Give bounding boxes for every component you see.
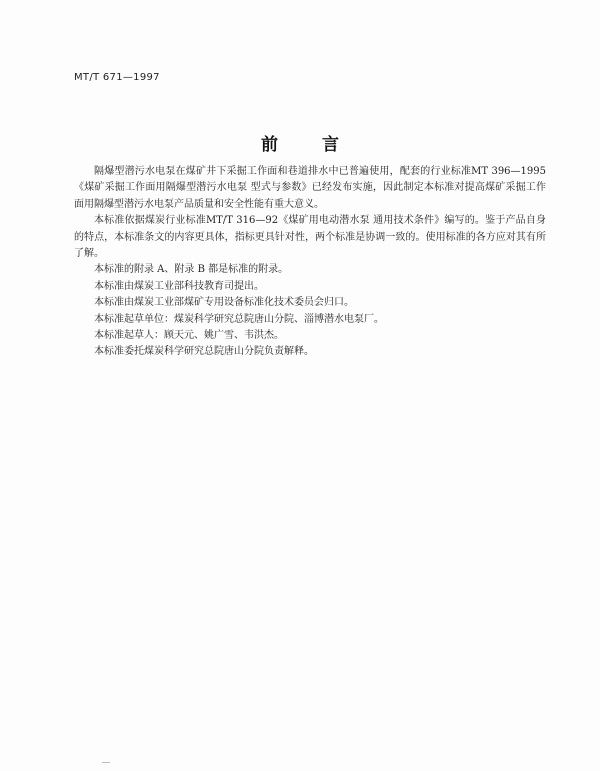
title-char-2: 言: [322, 135, 339, 155]
standard-code: MT/T 671—1997: [74, 72, 160, 83]
paragraph-basis: 本标准依据煤炭行业标准MT/T 316—92《煤矿用电动潜水泵 通用技术条件》编写的。鉴于产品自身的特点，本标准条文的内容更具体，指标更具针对性，两个标准是协调一致的。使用标准的各方应对其有所了解。: [74, 215, 546, 260]
paragraph-appendix: 本标准的附录 A、附录 B 都是标准的附录。: [94, 264, 289, 276]
page-title: [0, 130, 600, 155]
paragraph-background: 隔爆型潜污水电泵在煤矿井下采掘工作面和巷道排水中已普遍使用，配套的行业标准MT 396—1995《煤矿采掘工作面用隔爆型潜污水电泵 型式与参数》已经发布实施，因此制定本标准对提高煤矿采掘工作面用隔爆型潜污水电泵产品质量和安全性能有重大意义。: [74, 166, 546, 210]
paragraph-proposer: 本标准由煤炭工业部科技教育司提出。: [94, 280, 264, 292]
paragraph-drafters: 本标准起草人：顾天元、姚广雪、韦洪杰。: [94, 330, 284, 342]
foreword-body: [74, 164, 546, 361]
title-char-1: 前: [261, 135, 278, 155]
paragraph-drafting-units: 本标准起草单位：煤炭科学研究总院唐山分院、淄博潜水电泵厂。: [94, 313, 384, 325]
paragraph-committee: 本标准由煤炭工业部煤矿专用设备标准化技术委员会归口。: [94, 297, 354, 309]
paragraph-interpretation: 本标准委托煤炭科学研究总院唐山分院负责解释。: [94, 346, 314, 358]
scan-mark: [102, 762, 110, 763]
